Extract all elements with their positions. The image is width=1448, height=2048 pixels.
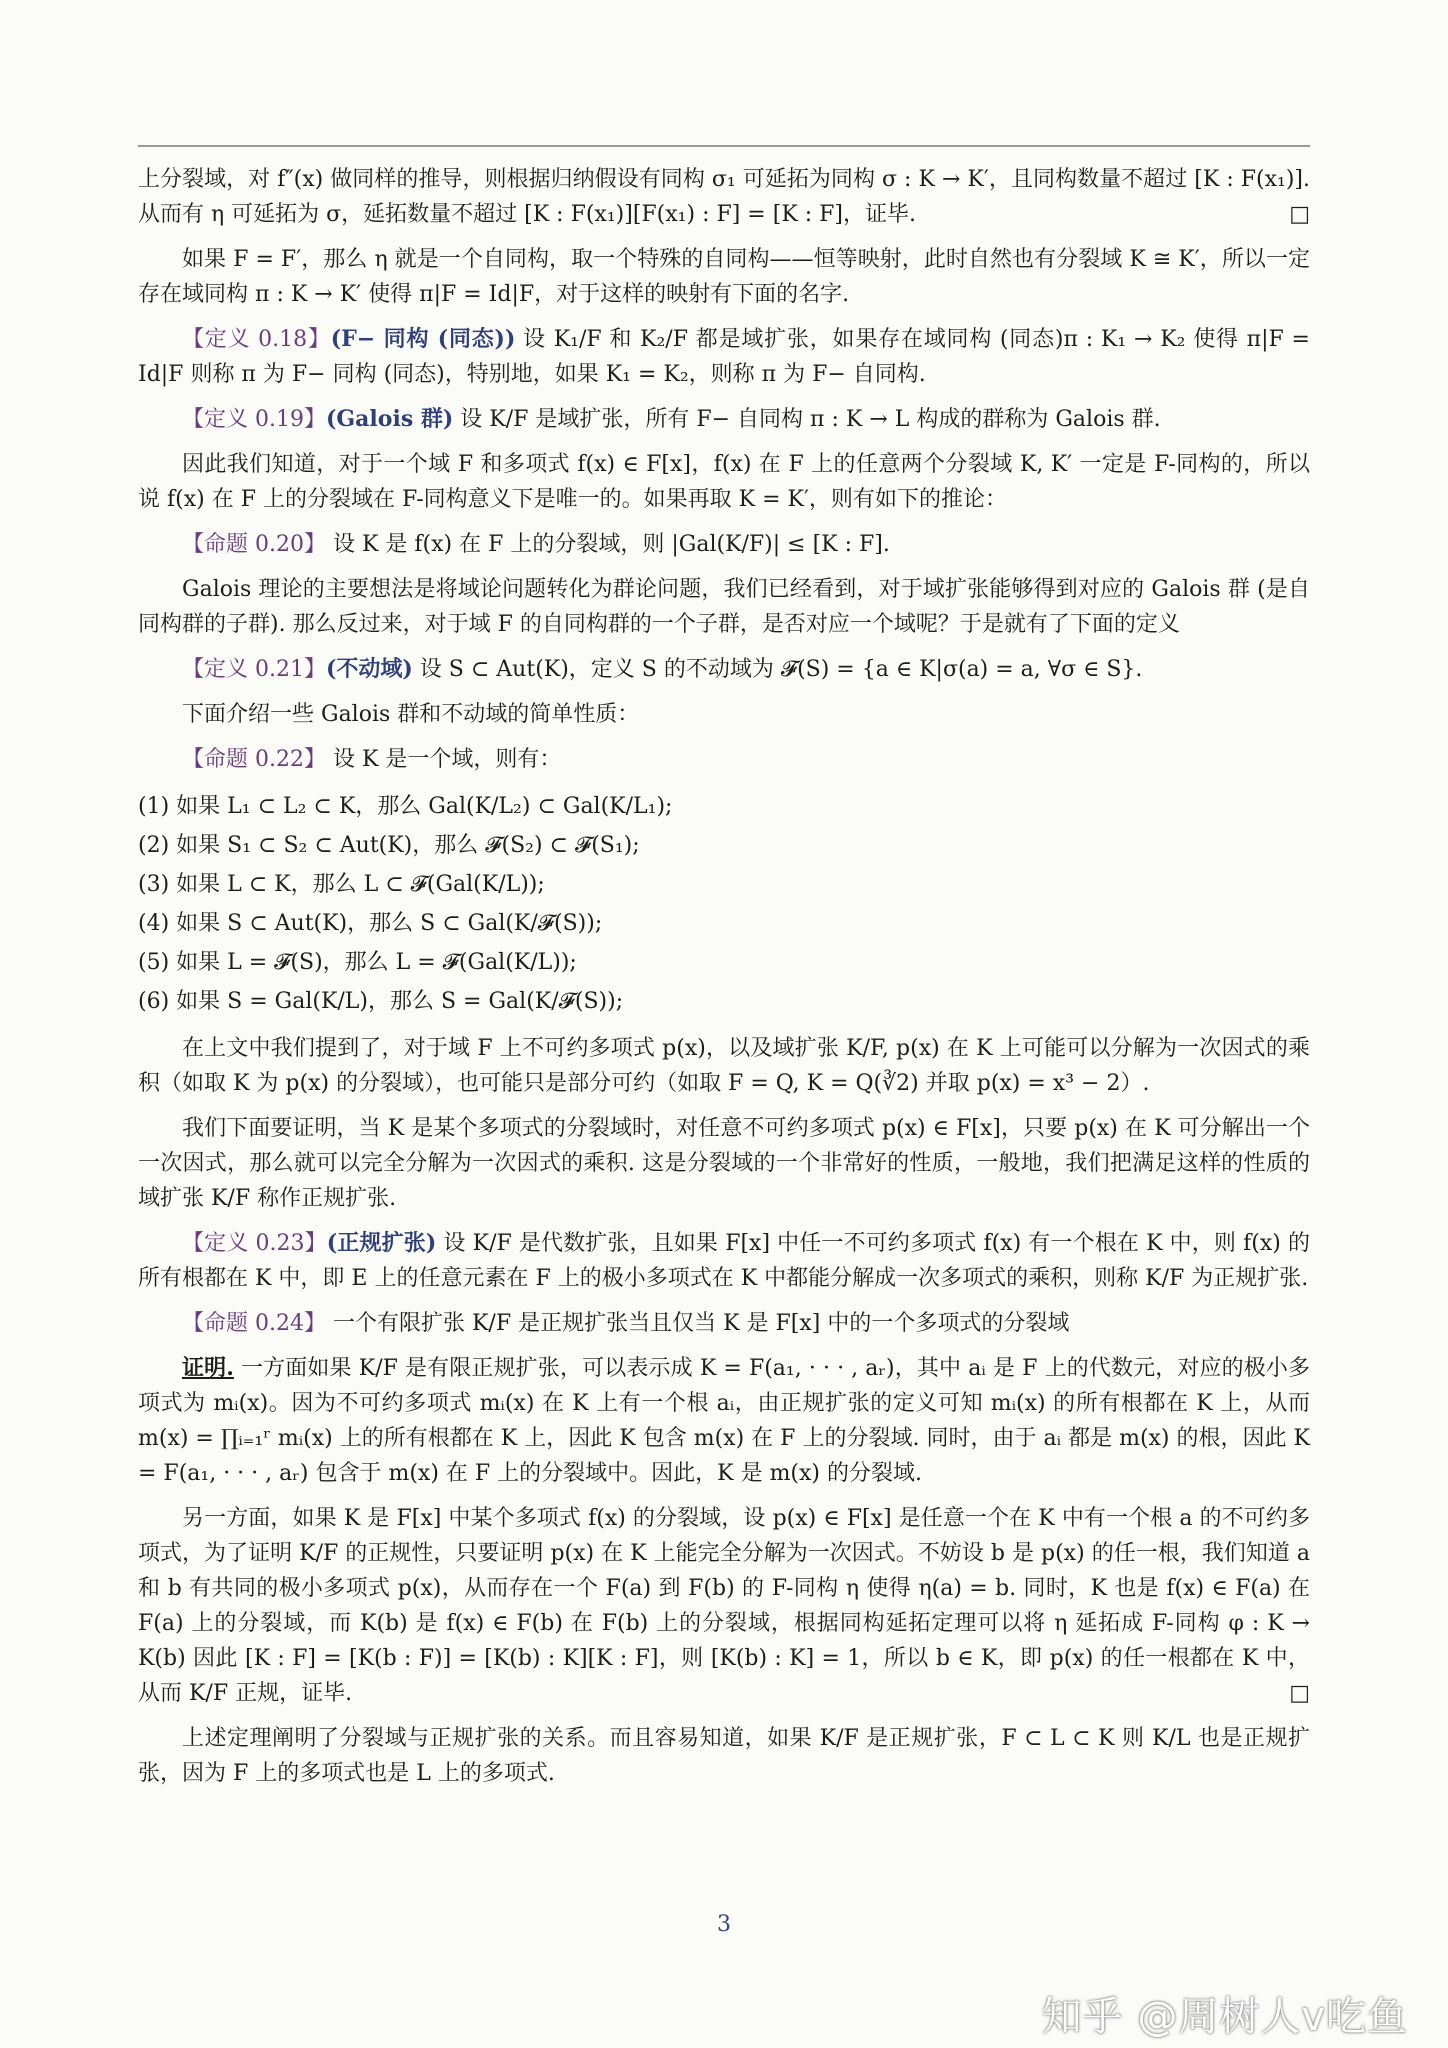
watermark: 知乎 @周树人v吃鱼 [1041,1994,1408,2040]
list-item: (1) 如果 L₁ ⊂ L₂ ⊂ K，那么 Gal(K/L₂) ⊂ Gal(K/L₁); [138,794,673,819]
property-list [138,787,1310,1021]
paragraph: 下面介绍一些 Galois 群和不动域的简单性质： [182,702,640,727]
page-content [138,162,1310,1801]
definition-tag: 【定义 0.19】 [182,407,326,432]
definition-0-21: 【定义 0.21】(不动域) 设 S ⊂ Aut(K)，定义 S 的不动域为 𝓕(S) = {a ∈ K|σ(a) = a, ∀σ ∈ S}. [182,656,1143,682]
definition-tag: 【定义 0.18】 [182,327,331,352]
definition-label: (正规扩张) [326,1230,437,1256]
paragraph: 在上文中我们提到了，对于域 F 上不可约多项式 p(x)，以及域扩张 K/F, p(x) 在 K 上可能可以分解为一次因式的乘积（如取 K 为 p(x) 的分裂域），也可能只是部分可约（如取 F = Q, K = Q(∛2) 并取 p(x) = x³ − 2）. [138,1036,1310,1096]
page-number: 3 [717,1912,731,1937]
paragraph: Galois 理论的主要想法是将域论问题转化为群论问题，我们已经看到，对于域扩张能够得到对应的 Galois 群 (是自同构群的子群). 那么反过来，对于域 F 的自同构群的一个子群，是否对应一个域呢？于是就有了下面的定义 [138,577,1310,637]
definition-0-23: 【定义 0.23】(正规扩张) 设 K/F 是代数扩张，且如果 F[x] 中任一不可约多项式 f(x) 有一个根在 K 中，则 f(x) 的所有根都在 K 中，即 E 上的任意元素在 F 上的极小多项式在 K 中都能分解成一次多项式的乘积，则称 K/F 为正规扩张. [138,1230,1311,1291]
proposition-0-24: 【命题 0.24】 一个有限扩张 K/F 是正规扩张当且仅当 K 是 F[x] 中的一个多项式的分裂域 [182,1311,1070,1336]
proposition-tag: 【命题 0.24】 [182,1311,326,1336]
paragraph: 我们下面要证明，当 K 是某个多项式的分裂域时，对任意不可约多项式 p(x) ∈ F[x]，只要 p(x) 在 K 可分解出一个一次因式，那么就可以完全分解为一次因式的乘积. 这是分裂域的一个非常好的性质，一般地，我们把满足这样的性质的域扩张 K/F 称作正规扩张. [138,1116,1310,1211]
definition-label: (F− 同构 (同态)) [330,326,516,352]
list-item: (6) 如果 S = Gal(K/L)，那么 S = Gal(K/𝓕(S)); [138,989,624,1014]
qed-symbol: □ [1289,1681,1310,1706]
definition-tag: 【定义 0.23】 [182,1231,327,1256]
list-item: (4) 如果 S ⊂ Aut(K)，那么 S ⊂ Gal(K/𝓕(S)); [138,911,603,936]
paragraph: 因此我们知道，对于一个域 F 和多项式 f(x) ∈ F[x]，f(x) 在 F 上的任意两个分裂域 K, K′ 一定是 F-同构的，所以说 f(x) 在 F 上的分裂域在 F-同构意义下是唯一的。如果再取 K = K′，则有如下的推论： [138,452,1310,512]
list-item: (2) 如果 S₁ ⊂ S₂ ⊂ Aut(K)，那么 𝓕(S₂) ⊂ 𝓕(S₁); [138,833,640,858]
paragraph: 上述定理阐明了分裂域与正规扩张的关系。而且容易知道，如果 K/F 是正规扩张，F ⊂ L ⊂ K 则 K/L 也是正规扩张，因为 F 上的多项式也是 L 上的多项式. [138,1726,1310,1786]
list-item: (3) 如果 L ⊂ K，那么 L ⊂ 𝓕(Gal(K/L)); [138,872,545,897]
qed-symbol: □ [1289,202,1310,227]
proof-label: 证明. [182,1355,234,1381]
proposition-tag: 【命题 0.20】 [182,532,326,557]
paragraph-continued: 上分裂域，对 f″(x) 做同样的推导，则根据归纳假设有同构 σ₁ 可延拓为同构 σ : K → K′，且同构数量不超过 [K : F(x₁)]. 从而有 η 可延拓为 σ，延拓数量不超过 [K : F(x₁)][F(x₁) : F] = [K : F]，证毕. □ [138,162,1310,232]
proposition-0-22: 【命题 0.22】 设 K 是一个域，则有： [182,747,562,772]
paragraph: 如果 F = F′，那么 η 就是一个自同构，取一个特殊的自同构——恒等映射，此时自然也有分裂域 K ≅ K′，所以一定存在域同构 π : K → K′ 使得 π|F = Id|F，对于这样的映射有下面的名字. [138,247,1310,307]
proof: 证明. 一方面如果 K/F 是有限正规扩张，可以表示成 K = F(a₁, · · · , aᵣ)，其中 aᵢ 是 F 上的代数元，对应的极小多项式为 mᵢ(x)。因为不可约多项式 mᵢ(x) 在 K 上有一个根 aᵢ，由正规扩张的定义可知 mᵢ(x) 的所有根都在 K 上，从而 m(x) = ∏ᵢ₌₁ʳ mᵢ(x) 上的所有根都在 K 上，因此 K 包含 m(x) 在 F 上的分裂域. 同时，由于 aᵢ 都是 m(x) 的根，因此 K = F(a₁, · · · , aᵣ) 包含于 m(x) 在 F 上的分裂域中。因此，K 是 m(x) 的分裂域. [138,1355,1310,1486]
definition-label: (Galois 群) [325,406,454,432]
proposition-tag: 【命题 0.22】 [182,747,326,772]
list-item: (5) 如果 L = 𝓕(S)，那么 L = 𝓕(Gal(K/L)); [138,950,577,975]
definition-tag: 【定义 0.21】 [182,657,326,682]
paragraph: 另一方面，如果 K 是 F[x] 中某个多项式 f(x) 的分裂域，设 p(x) ∈ F[x] 是任意一个在 K 中有一个根 a 的不可约多项式，为了证明 K/F 的正规性，只要证明 p(x) 在 K 上能完全分解为一次因式。不妨设 b 是 p(x) 的任一根，我们知道 a 和 b 有共同的极小多项式 p(x)，从而存在一个 F(a) 到 F(b) 的 F-同构 η 使得 η(a) = b. 同时，K 也是 f(x) ∈ F(a) 在 F(a) 上的分裂域，而 K(b) 是 f(x) ∈ F(b) 在 F(b) 上的分裂域，根据同构延拓定理可以将 η 延拓成 F-同构 φ : K → K(b) 因此 [K : F] = [K(b : F)] = [K(b) : K][K : F]，则 [K(b) : K] = 1，所以 b ∈ K，即 p(x) 的任一根都在 K 中，从而 K/F 正规，证毕. □ [138,1501,1310,1711]
definition-0-18: 【定义 0.18】(F− 同构 (同态)) 设 K₁/F 和 K₂/F 都是域扩张，如果存在域同构 (同态)π : K₁ → K₂ 使得 π|F = Id|F 则称 π 为 F− 同构 (同态)，特别地，如果 K₁ = K₂，则称 π 为 F− 自同构. [138,326,1310,387]
header-rule [138,145,1310,147]
definition-label: (不动域) [325,656,413,682]
definition-0-19: 【定义 0.19】(Galois 群) 设 K/F 是域扩张，所有 F− 自同构 π : K → L 构成的群称为 Galois 群. [182,406,1161,432]
proposition-0-20: 【命题 0.20】 设 K 是 f(x) 在 F 上的分裂域，则 |Gal(K/F)| ≤ [K : F]. [182,532,890,557]
